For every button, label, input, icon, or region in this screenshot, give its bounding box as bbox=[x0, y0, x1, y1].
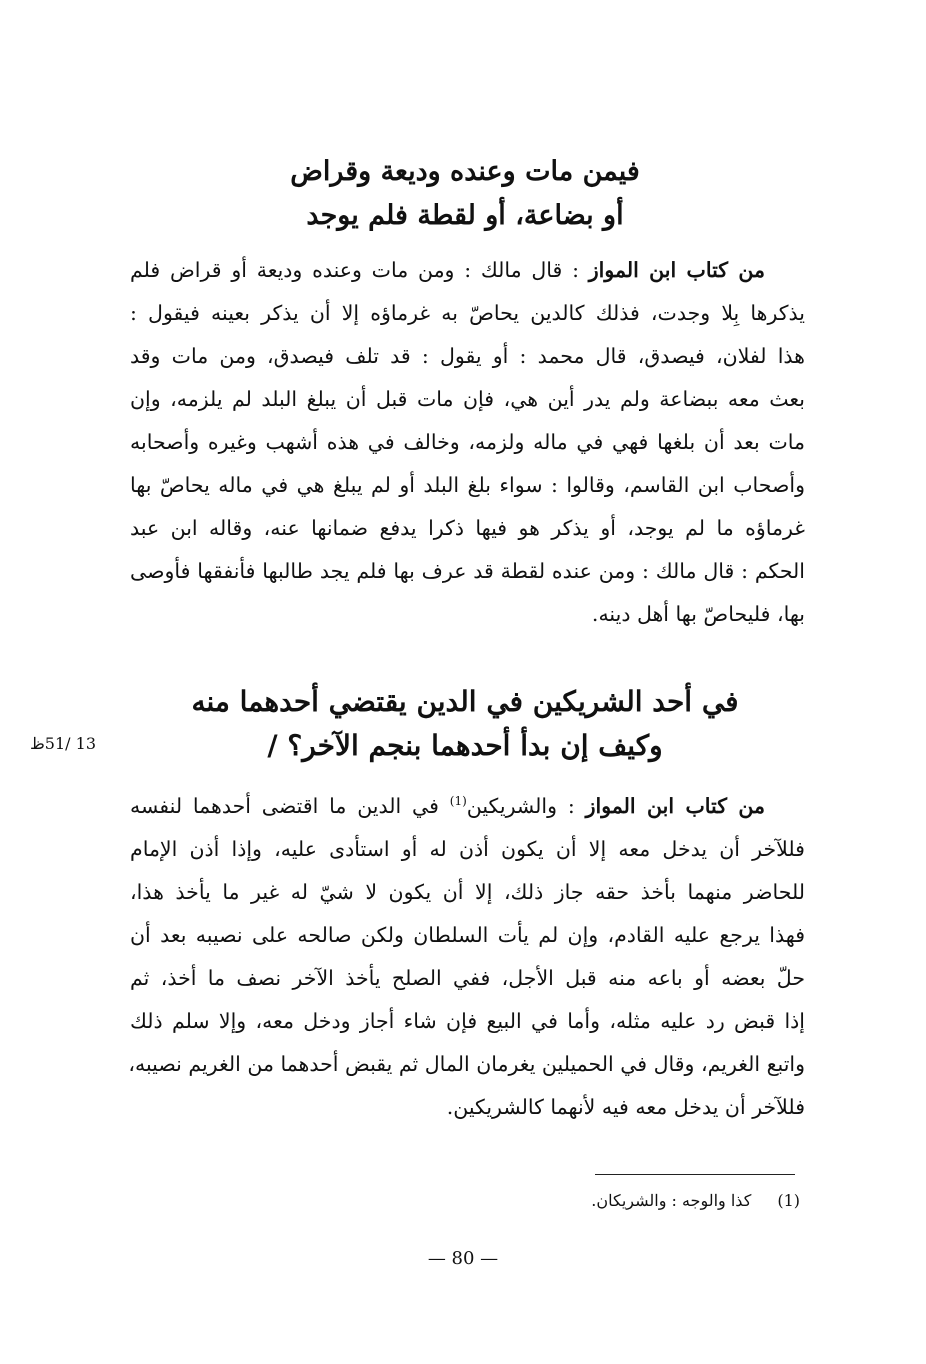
manuscript-folio-reference: 13 /51ظ bbox=[30, 734, 96, 753]
section2-title-line2: وكيف إن بدأ أحدهما بنجم الآخر؟ / bbox=[267, 729, 663, 762]
section1-line-7: غرماؤه ما لم يوجد، أو يذكر هو فيها ذكرا يدفع ضمانها عنه، وقاله ابن عبد bbox=[130, 516, 805, 540]
footnote-reference-marker: (1) bbox=[449, 794, 467, 809]
footnote-text: كذا والوجه : والشريكان. bbox=[591, 1191, 752, 1210]
section2-line-5: حلّ بعضه أو باعه منه قبل الأجل، ففي الصلح يأخذ الآخر نصف ما أخذ، ثم bbox=[130, 966, 805, 990]
section1-line-1 bbox=[130, 249, 805, 292]
section1-paragraph bbox=[130, 249, 805, 636]
footnote-number: (1) bbox=[777, 1191, 800, 1210]
footnote-separator bbox=[595, 1174, 795, 1175]
section2-line-8: فللآخر أن يدخل معه فيه لأنهما كالشريكين. bbox=[446, 1095, 805, 1119]
section1-line-9: بها، فليحاصّ بها أهل دينه. bbox=[591, 602, 805, 626]
section2-line-3: للحاضر منهما بأخذ حقه جاز ذلك، إلا أن يكون لا شيّ له غير ما يأخذ هذا، bbox=[130, 880, 805, 904]
section1-line-3: هذا لفلان، فيصدق، قال محمد : أو يقول : قد تلف فيصدق، ومن مات وقد bbox=[130, 344, 805, 368]
section2-line-7: واتبع الغريم، وقال في الحميلين يغرمان المال ثم يقبض أحدهما من الغريم نصيبه، bbox=[128, 1052, 805, 1076]
section1-title-line1: فيمن مات وعنده وديعة وقراض bbox=[290, 156, 640, 187]
section1-line-4: بعث معه ببضاعة ولم يدر أين هي، فإن مات قبل أن يبلغ البلد لم يلزمه، وإن bbox=[130, 387, 805, 411]
section1-lead: من كتاب ابن المواز bbox=[588, 258, 765, 282]
section2-line-4: فهذا يرجع عليه القادم، وإن لم يأت السلطان ولكن صالحه على نصيبه بعد أن bbox=[130, 923, 805, 947]
section2-line-1-text-b: في الدين ما اقتضى أحدهما لنفسه bbox=[130, 794, 450, 818]
section2-line-1 bbox=[130, 785, 805, 828]
section2-line-6: إذا قبض رد عليه مثله، وأما في البيع فإن شاء أجاز ودخل معه، وإلا سلم ذلك bbox=[130, 1009, 805, 1033]
section2-line-1-text-a: : والشريكين bbox=[466, 794, 586, 818]
section1-heading bbox=[120, 150, 810, 238]
section2-paragraph bbox=[130, 785, 805, 1129]
section2-lead: من كتاب ابن المواز bbox=[585, 794, 765, 818]
section1-line-6: وأصحاب ابن القاسم، وقالوا : سواء بلغ البلد أو لم يبلغ هي في ماله يحاصّ بها bbox=[130, 473, 805, 497]
section1-line-8: الحكم : قال مالك : ومن عنده لقطة قد عرف بها فلم يجد طالبها فأنفقها فأوصى bbox=[130, 559, 805, 583]
section2-title-line1: في أحد الشريكين في الدين يقتضي أحدهما منه bbox=[191, 685, 739, 718]
section2-line-2: فللآخر أن يدخل معه إلا أن يكون أذن له أو استأدى عليه، وإذا أذن الإمام bbox=[130, 837, 805, 861]
footnote bbox=[420, 1184, 800, 1218]
section1-line-5: مات بعد أن بلغها فهي في ماله ولزمه، وخالف في هذه أشهب وغيره وأصحابه bbox=[130, 430, 805, 454]
section1-line-1-text: : قال مالك : ومن مات وعنده وديعة أو قراض فلم bbox=[130, 258, 589, 282]
section2-heading bbox=[120, 680, 810, 768]
section1-line-2: يذكرها بِلا وجدت، فذلك كالدين يحاصّ به غرماؤه إلا أن يذكر بعينه فيقول : bbox=[130, 301, 805, 325]
section1-title-line2: أو بضاعة، أو لقطة فلم يوجد bbox=[306, 200, 624, 231]
page-number: — 80 — bbox=[427, 1248, 499, 1269]
